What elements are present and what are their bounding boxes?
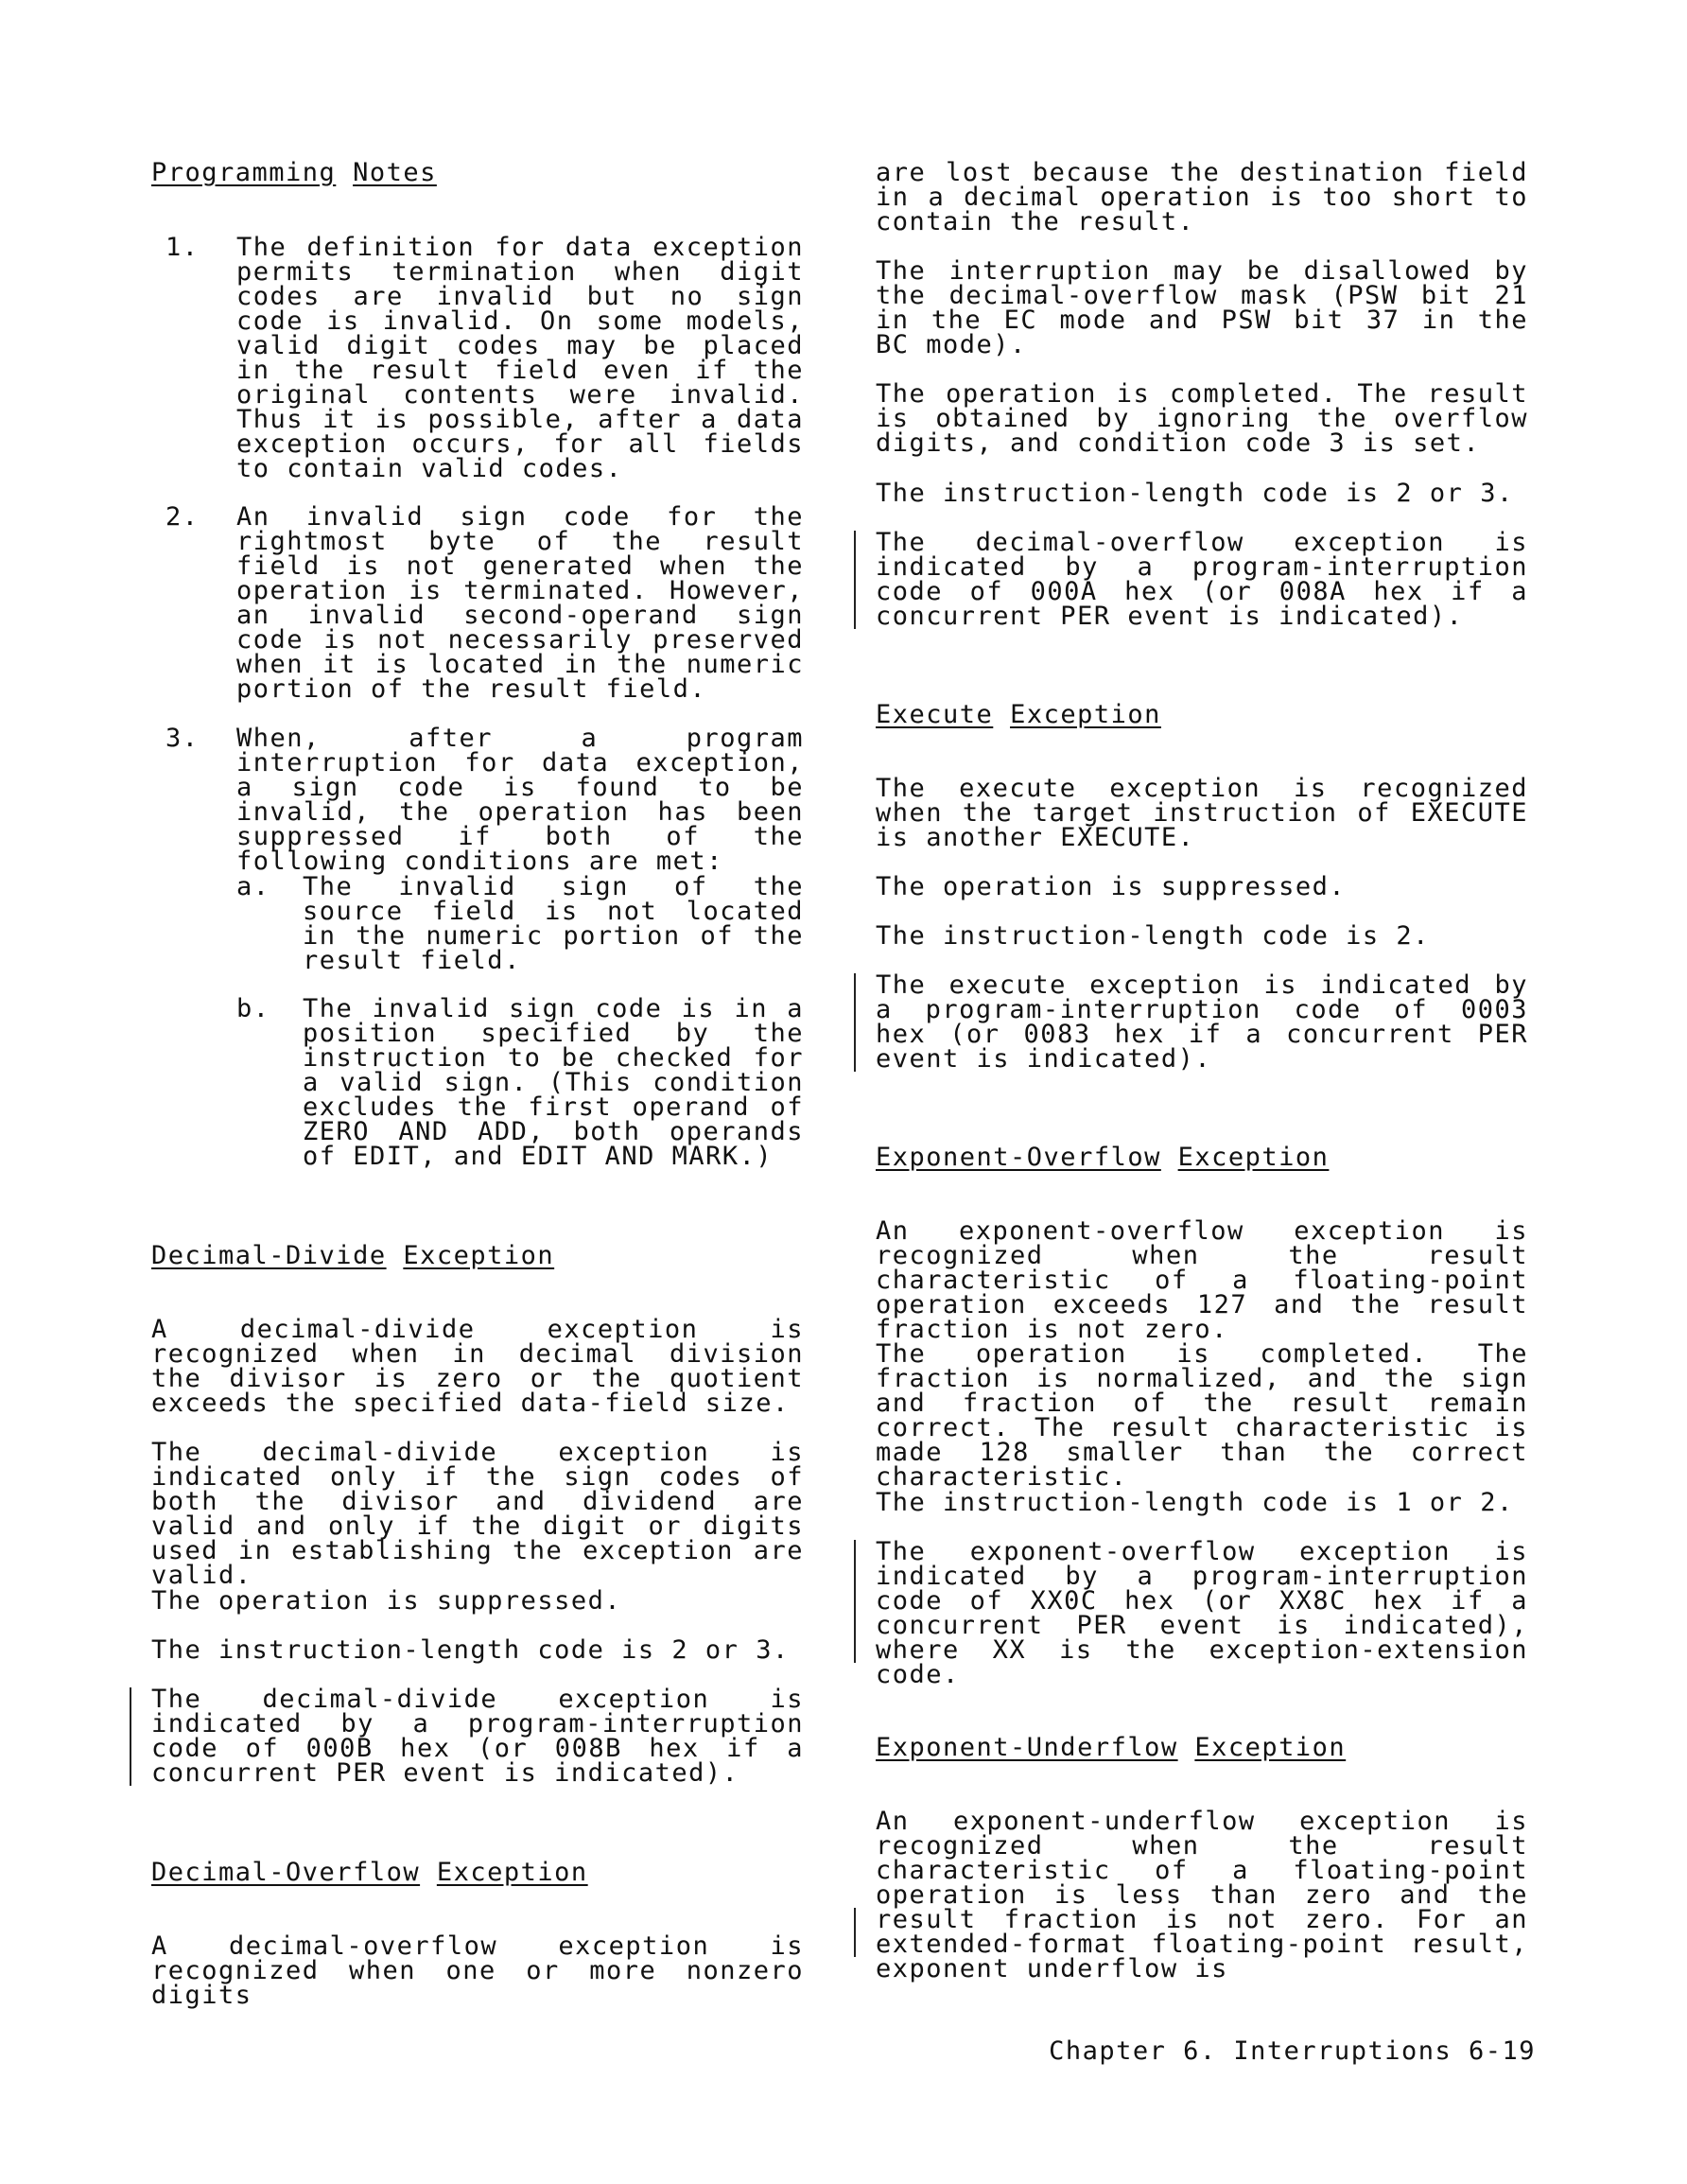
decimal-overflow-cont-p3: The operation is completed. The result is obtained by ignoring the overflow digits, and condition code 3 is set.: [876, 379, 1528, 458]
exponent-overflow-p2: The operation is completed. The fraction is normalized, and the sign and fraction of the result remain correct. The result characteristic is made 128 smaller than the correct characteristic.: [876, 1339, 1528, 1492]
revision-bar: [854, 1908, 856, 1957]
exponent-underflow-p1: An exponent-underflow exception is recognized when the result characteristic of a floating-point operation is less than zero and the result fraction is not zero. For an extended-format floating-point result, exponent underflow is: [876, 1807, 1528, 1983]
execute-p1: The execute exception is recognized when the target instruction of EXECUTE is another EXECUTE.: [876, 774, 1528, 852]
decimal-overflow-cont-p2: The interruption may be disallowed by the decimal-overflow mask (PSW bit 21 in the EC mode and PSW bit 37 in the BC mode).: [876, 256, 1528, 359]
decimal-divide-p5: The decimal-divide exception is indicated by a program-interruption code of 000B hex (or 008B hex if a concurrent PER event is indicated).: [151, 1685, 804, 1788]
decimal-overflow-cont-p1: are lost because the destination field in a decimal operation is too short to contain the result.: [876, 158, 1528, 236]
decimal-divide-heading: Decimal-Divide Exception: [151, 1241, 555, 1270]
exponent-overflow-p1: An exponent-overflow exception is recognized when the result characteristic of a floating-point operation exceeds 127 and the result fraction is not zero.: [876, 1216, 1528, 1344]
decimal-overflow-cont-p4: The instruction-length code is 2 or 3.: [876, 479, 1514, 508]
revision-bar: [854, 1540, 856, 1663]
note-subitem-b: b. The invalid sign code is in a position specified by the instruction to be checked for a valid sign. (This condition excludes the first operand of ZERO AND ADD, both operands of EDIT, and EDIT AND MARK.): [236, 994, 804, 1171]
exponent-overflow-p3: The instruction-length code is 1 or 2.: [876, 1488, 1514, 1517]
execute-p3: The instruction-length code is 2.: [876, 921, 1430, 951]
decimal-divide-p3: The operation is suppressed.: [151, 1586, 622, 1616]
decimal-divide-p1: A decimal-divide exception is recognized when in decimal division the divisor is zero or the quotient exceeds the specified data-field size.: [151, 1315, 804, 1418]
decimal-divide-p2: The decimal-divide exception is indicated only if the sign codes of both the divisor and dividend are valid and only if the digit or digits used in establishing the exception are valid.: [151, 1438, 804, 1590]
decimal-overflow-cont-p5: The decimal-overflow exception is indicated by a program-interruption code of 000A hex (or 008A hex if a concurrent PER event is indicated).: [876, 528, 1528, 631]
exponent-underflow-heading: Exponent-Underflow Exception: [876, 1733, 1347, 1762]
note-subitem-a: a. The invalid sign of the source field is not located in the numeric portion of the result field.: [236, 872, 804, 975]
execute-heading: Execute Exception: [876, 700, 1161, 729]
exponent-overflow-p4: The exponent-overflow exception is indicated by a program-interruption code of XX0C hex (or XX8C hex if a concurrent PER event is indicated), where XX is the exception-extension code.: [876, 1537, 1528, 1689]
exponent-overflow-heading: Exponent-Overflow Exception: [876, 1143, 1330, 1172]
execute-p4: The execute exception is indicated by a program-interruption code of 0003 hex (or 0083 hex if a concurrent PER event is indicated).: [876, 970, 1528, 1074]
programming-notes-heading: Programming Notes: [151, 158, 437, 187]
decimal-overflow-heading: Decimal-Overflow Exception: [151, 1858, 588, 1887]
revision-bar: [854, 531, 856, 629]
revision-bar: [130, 1687, 131, 1786]
page-folio: Chapter 6. Interruptions 6-19: [1049, 2036, 1536, 2066]
decimal-divide-p4: The instruction-length code is 2 or 3.: [151, 1635, 790, 1665]
revision-bar: [854, 973, 856, 1072]
execute-p2: The operation is suppressed.: [876, 872, 1347, 901]
note-item-1: 1. The definition for data exception permits termination when digit codes are invalid but no sign code is invalid. On some models, valid digit codes may be placed in the result field even if the original contents were invalid. Thus it is possible, after a data exception occurs, for all fields to contain valid codes.: [165, 233, 804, 483]
decimal-overflow-p1: A decimal-overflow exception is recognized when one or more nonzero digits: [151, 1931, 804, 2010]
note-item-3: 3. When, after a program interruption for data exception, a sign code is found to be invalid, the operation has been suppressed if both of the following conditions are met:: [165, 724, 804, 876]
note-item-2: 2. An invalid sign code for the rightmost byte of the result field is not generated when the operation is terminated. However, an invalid second-operand sign code is not necessarily preserved when it is located in the numeric portion of the result field.: [165, 502, 804, 704]
